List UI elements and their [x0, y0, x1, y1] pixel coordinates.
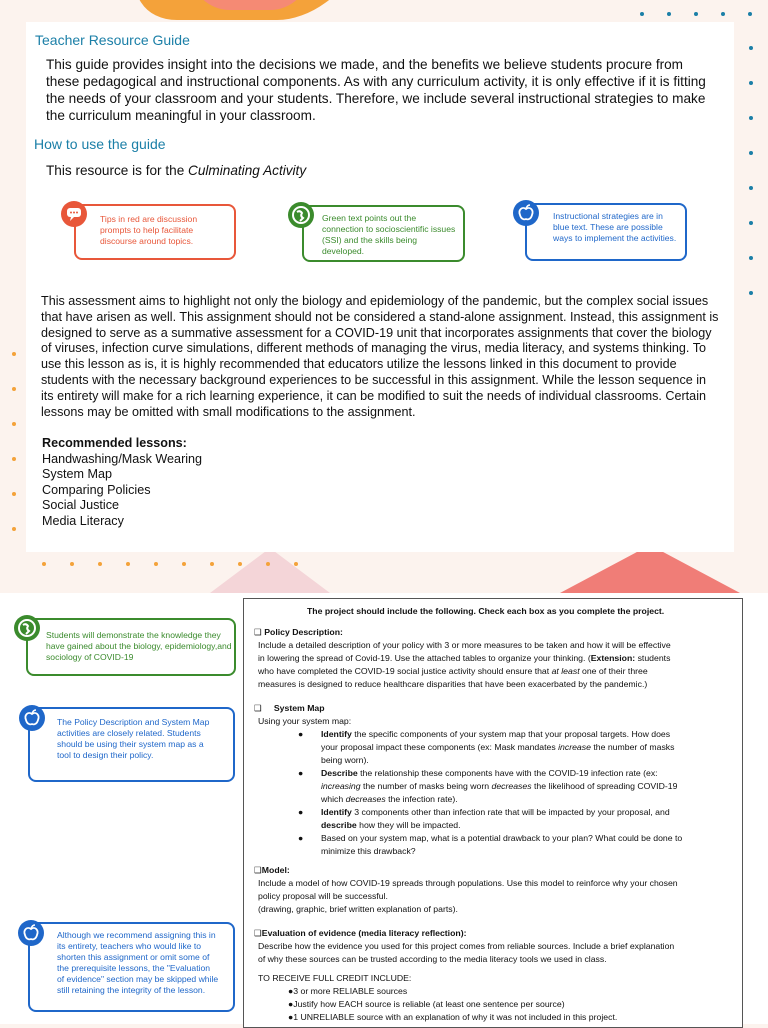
callout-blue [525, 203, 687, 261]
decorative-dot [182, 562, 186, 566]
system-bullet: Identify 3 components other than infection rate that will be impacted by your proposal, and [321, 807, 670, 817]
system-bullet: Identify the specific components of your system map that your proposal targets. How does [321, 729, 671, 739]
system-bullet: describe how they will be impacted. [321, 820, 461, 830]
credit-item: ●Justify how EACH source is reliable (at least one sentence per source) [288, 999, 565, 1009]
lesson-item: Comparing Policies [42, 482, 151, 497]
apple-icon [513, 200, 539, 226]
decorative-dot [12, 422, 16, 426]
credit-item: ●3 or more RELIABLE sources [288, 986, 408, 996]
checkbox-icon[interactable]: ❑ [254, 928, 262, 938]
decorative-dot [749, 186, 753, 190]
lesson-item: Handwashing/Mask Wearing [42, 451, 203, 466]
policy-text: Include a detailed description of your policy with 3 or more measures to be taken and how it will be effective [258, 640, 671, 650]
decorative-coral-triangle [560, 545, 740, 593]
system-bullet: being worn). [321, 755, 369, 765]
lessons-title: Recommended lessons: [42, 436, 187, 450]
evaluation-text: Describe how the evidence you used for this project comes from reliable sources. Include a brief explanation [258, 941, 675, 951]
model-heading: ❑Model: [254, 865, 290, 875]
decorative-dot [12, 492, 16, 496]
callout-green [302, 205, 465, 262]
checkbox-icon[interactable]: ❑ [254, 703, 262, 713]
apple-icon [18, 920, 44, 946]
decorative-dot [749, 46, 753, 50]
system-intro: Using your system map: [258, 716, 352, 726]
globe-icon [288, 202, 314, 228]
system-bullet: your proposal impact these components (ex: Mask mandates increase the number of masks [321, 742, 675, 752]
system-heading: ❑ System Map [254, 703, 325, 713]
policy-text: in lowering the spread of Covid-19. Use the attached tables to organize your thinking. (Extension: students [258, 653, 671, 663]
system-bullet: Based on your system map, what is a potential drawback to your plan? What could be done to [321, 833, 683, 843]
resource-line: This resource is for the Culminating Activity [46, 163, 307, 178]
assessment-paragraph: This assessment aims to highlight not only the biology and epidemiology of the pandemic, but the complex social issues that have arisen as well. This assignment should not be considered a stand-alone assignment. Instead, this assignment is designed to serve as a summative assessment for a COVID-19 unit that incorporates assignments that cover the biology of viruses, infection curve simulations, different methods of managing the virus, media literacy, and systems thinking. To use this lesson as is, it is highly recommended that educators utilize the lessons linked in this document to provide students with the necessary background experiences to be successful in this assignment. While the lesson sequence in its entirety will make for a rich learning experience, it can be modified to suit the needs of individual classrooms. Certain lessons may be omitted with small modifications to the assignment. [41, 294, 719, 419]
lesson-item: System Map [42, 467, 112, 481]
credit-item: ●1 UNRELIABLE source with an explanation of why it was not included in this project. [288, 1012, 618, 1022]
how-to-title: How to use the guide [34, 136, 166, 152]
policy-text: who have completed the COVID-19 social justice activity should ensure that at least one of their three [258, 666, 648, 676]
credit-title: TO RECEIVE FULL CREDIT INCLUDE: [258, 973, 412, 983]
bullet-icon: ● [298, 768, 304, 778]
decorative-dot [749, 81, 753, 85]
bullet-icon: ● [298, 807, 304, 817]
evaluation-text: of why these sources can be trusted according to the media literacy tools we used in class. [258, 954, 607, 964]
speech-bubble-icon [61, 201, 87, 227]
side-note-blue-1 [28, 707, 235, 782]
decorative-dot [126, 562, 130, 566]
system-bullet: increasing the number of masks being worn decreases the likelihood of spreading COVID-19 [321, 781, 678, 791]
recommended-lessons [42, 436, 202, 529]
decorative-dot [12, 527, 16, 531]
decorative-dot [154, 562, 158, 566]
decorative-dot [667, 12, 671, 16]
project-header: The project should include the following. Check each box as you complete the project. [307, 606, 665, 616]
project-requirements-box [243, 598, 743, 1028]
side-note-text: Although we recommend assigning this in its entirety, teachers who would like to shorten this assignment or omit some of the prerequisite lessons, the "Evaluation of evidence" section may be skipped while still retaining the integrity of the lesson. [57, 930, 219, 995]
decorative-dot [294, 562, 298, 566]
decorative-dot [749, 116, 753, 120]
resource-emphasis: Culminating Activity [188, 163, 307, 178]
decorative-dot [694, 12, 698, 16]
decorative-dot [12, 352, 16, 356]
decorative-dot [721, 12, 725, 16]
decorative-dot [42, 562, 46, 566]
decorative-dot [210, 562, 214, 566]
evaluation-heading: ❑Evaluation of evidence (media literacy reflection): [254, 928, 467, 938]
decorative-dot [749, 151, 753, 155]
bullet-icon: ● [298, 729, 304, 739]
system-bullet: minimize this drawback? [321, 846, 416, 856]
checkbox-icon[interactable]: ❑ [254, 627, 262, 637]
model-text: Include a model of how COVID-19 spreads through populations. Use this model to reinforce why your chosen [258, 878, 678, 888]
lesson-item: Media Literacy [42, 513, 124, 528]
decorative-pink-triangle [210, 548, 330, 593]
decorative-dot [749, 291, 753, 295]
callout-green-text: Green text points out the connection to socioscientific issues (SSI) and the skills being developed. [322, 213, 456, 256]
apple-icon [19, 705, 45, 731]
callout-red-text: Tips in red are discussion prompts to help facilitate discourse around topics. [100, 214, 198, 246]
side-note-text: Students will demonstrate the knowledge they have gained about the biology, epidemiology,and sociology of COVID-19 [46, 630, 232, 662]
callout-blue-text: Instructional strategies are in blue text. These are possible ways to implement the activities. [553, 211, 677, 243]
policy-heading: ❑ Policy Description: [254, 627, 343, 637]
model-text: policy proposal will be successful. [258, 891, 388, 901]
system-bullet: Describe the relationship these components have with the COVID-19 infection rate (ex: [321, 768, 658, 778]
decorative-dot [640, 12, 644, 16]
decorative-dot [749, 221, 753, 225]
side-note-text: The Policy Description and System Map activities are closely related. Students should be using their system map as a tool to design their policy. [57, 717, 210, 760]
guide-title: Teacher Resource Guide [35, 32, 190, 48]
decorative-dot [12, 387, 16, 391]
model-text: (drawing, graphic, brief written explanation of parts). [258, 904, 458, 914]
system-bullet: which decreases the infection rate). [321, 794, 458, 804]
decorative-dot [748, 12, 752, 16]
callout-red [74, 204, 236, 260]
decorative-dot [70, 562, 74, 566]
side-note-blue-2 [28, 922, 235, 1012]
checkbox-icon[interactable]: ❑ [254, 865, 262, 875]
decorative-dot [12, 457, 16, 461]
policy-text: measures is designed to reduce healthcare disparities that have been exacerbated by the pandemic.) [258, 679, 648, 689]
decorative-dot [749, 256, 753, 260]
guide-intro: This guide provides insight into the decisions we made, and the benefits we believe students procure from these pedagogical and instructional components. As with any curriculum activity, it is only effective if it is fitting the needs of your classroom and your students. Therefore, we include several instructional strategies to make the curriculum meaningful in your classroom. [46, 57, 706, 123]
decorative-dot [98, 562, 102, 566]
lesson-item: Social Justice [42, 498, 119, 512]
globe-icon [14, 615, 40, 641]
bullet-icon: ● [298, 833, 304, 843]
side-note-green [26, 618, 236, 676]
decorative-dot [238, 562, 242, 566]
decorative-dot [266, 562, 270, 566]
